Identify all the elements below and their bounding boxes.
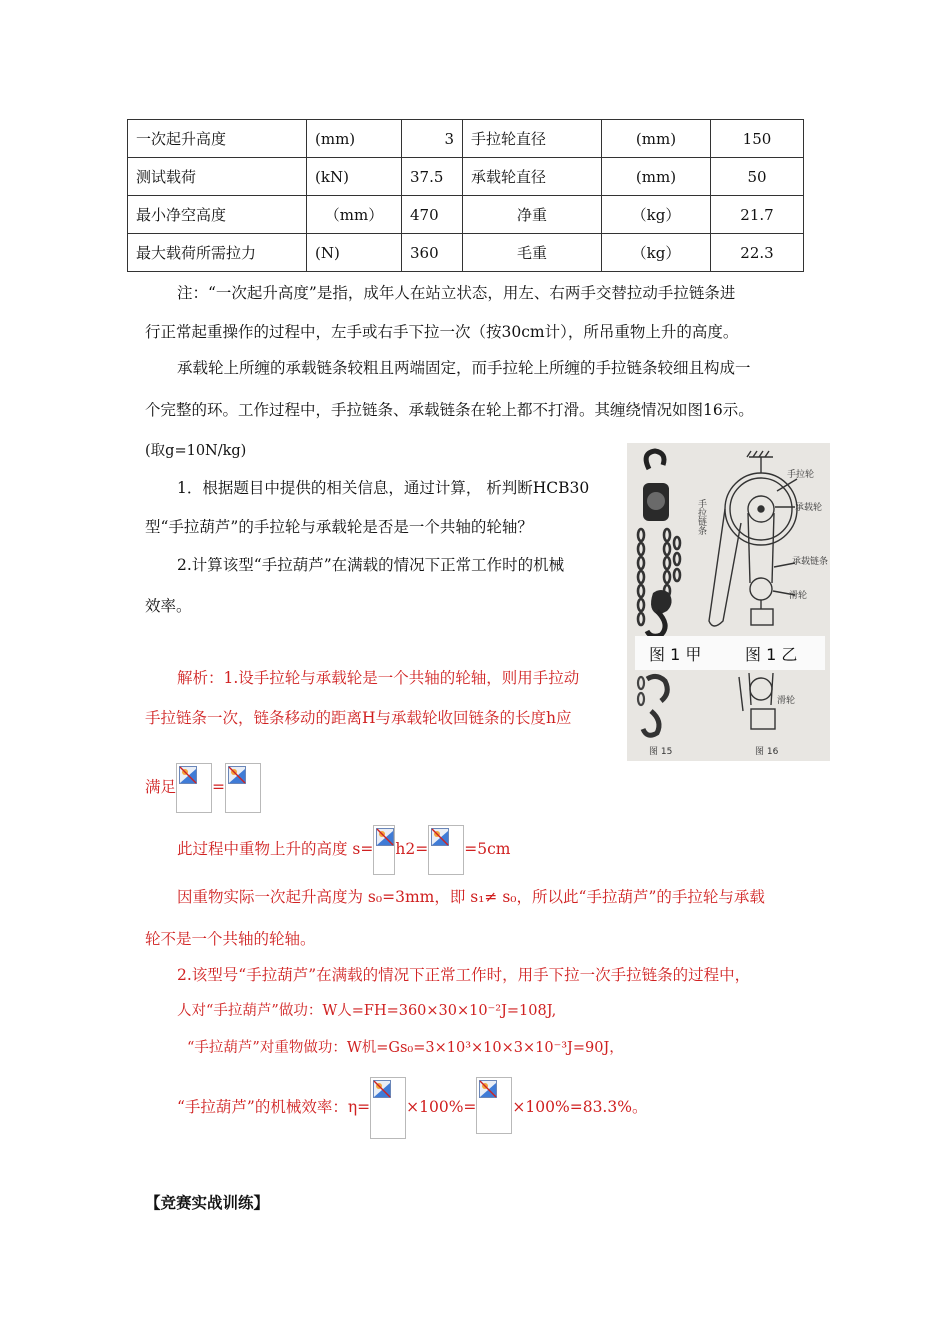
broken-image-icon (373, 1080, 391, 1098)
table-cell: 3 (402, 120, 463, 158)
paragraph-line-3: (取g=10N/kg) (145, 443, 247, 459)
table-cell: 测试载荷 (128, 158, 307, 196)
table-cell: (mm) (307, 120, 402, 158)
question-1-line-1: 1．根据题目中提供的相关信息，通过计算， 析判断HCB30 (177, 479, 590, 497)
solution-line-8: 人对“手拉葫芦”做功：W人=FH=360×30×10⁻²J=108J, (177, 1003, 557, 1019)
table-row (128, 120, 804, 158)
spec-table (127, 119, 804, 272)
solution-text: = (212, 778, 226, 796)
table-cell: (mm) (602, 158, 711, 196)
solution-line-3 (145, 763, 261, 813)
chain-hoist-photo (638, 451, 680, 735)
solution-line-6: 轮不是一个共轴的轮轴。 (145, 930, 316, 948)
formula-image-placeholder (476, 1077, 512, 1134)
diagram-label: 承载链条 (792, 557, 829, 567)
solution-text: 此过程中重物上升的高度 s= (177, 840, 374, 858)
table-cell: 手拉轮直径 (463, 120, 602, 158)
formula-image-placeholder (176, 763, 212, 813)
table-row (128, 196, 804, 234)
table-cell: 毛重 (463, 234, 602, 272)
question-2-line-1: 2.计算该型“手拉葫芦”在满载的情况下正常工作时的机械 (177, 556, 565, 574)
formula-image-placeholder (428, 825, 464, 875)
diagram-label: 承载轮 (795, 503, 823, 513)
section-heading: 【竞赛实战训练】 (145, 1193, 270, 1212)
broken-image-icon (479, 1080, 497, 1098)
figure-caption: 图 15 (649, 747, 673, 757)
formula-image-placeholder (370, 1077, 406, 1139)
table-cell: (mm) (602, 120, 711, 158)
solution-line-5: 因重物实际一次起升高度为 s₀=3mm，即 s₁≠ s₀，所以此“手拉葫芦”的手拉轮与承载 (177, 888, 765, 906)
paragraph-line-2: 个完整的环。工作过程中，手拉链条、承载链条在轮上都不打滑。其缠绕情况如图16示。 (145, 401, 754, 419)
solution-text: 满足 (145, 778, 177, 796)
note-line-2: 行正常起重操作的过程中，左手或右手下拉一次（按30cm计），所吊重物上升的高度。 (145, 323, 739, 341)
hoist-illustration (627, 443, 830, 761)
diagram-label: 手拉链条 (696, 499, 706, 535)
table-cell: （mm） (307, 196, 402, 234)
broken-image-icon (431, 828, 449, 846)
table-cell: (N) (307, 234, 402, 272)
note-line-1: 注：“一次起升高度”是指，成年人在站立状态，用左、右两手交替拉动手拉链条进 (177, 284, 736, 302)
table-row (128, 158, 804, 196)
table-cell: （kg） (602, 234, 711, 272)
table-cell: 最小净空高度 (128, 196, 307, 234)
solution-text: “手拉葫芦”的机械效率：η= (177, 1098, 371, 1116)
question-2-line-2: 效率。 (145, 597, 192, 615)
diagram-label: 滑轮 (777, 696, 796, 706)
figure-label-a: 图 1 甲 (649, 645, 702, 664)
figure-label-b: 图 1 乙 (745, 645, 798, 664)
pulley-diagram (709, 451, 797, 729)
figure-label-bar (635, 636, 825, 670)
hoist-figure (627, 443, 830, 761)
solution-text: h2= (395, 840, 429, 858)
solution-line-1: 解析：1.设手拉轮与承载轮是一个共轴的轮轴，则用手拉动 (177, 669, 580, 687)
solution-text: ×100%= (406, 1098, 477, 1116)
paragraph-line-1: 承载轮上所缠的承载链条较粗且两端固定，而手拉轮上所缠的手拉链条较细且构成一 (177, 359, 751, 377)
figure-caption: 图 16 (755, 747, 779, 757)
table-cell: 一次起升高度 (128, 120, 307, 158)
solution-line-9: “手拉葫芦”对重物做功：W机=Gs₀=3×10³×10×3×10⁻³J=90J， (187, 1040, 624, 1056)
solution-text: =5cm (464, 840, 511, 858)
table-cell: （kg） (602, 196, 711, 234)
table-cell: (kN) (307, 158, 402, 196)
table-cell: 承载轮直径 (463, 158, 602, 196)
broken-image-icon (376, 828, 394, 846)
diagram-label: 手拉轮 (787, 470, 815, 480)
table-cell: 37.5 (402, 158, 463, 196)
table-cell: 360 (402, 234, 463, 272)
solution-line-7: 2.该型号“手拉葫芦”在满载的情况下正常工作时，用手下拉一次手拉链条的过程中， (177, 966, 751, 984)
formula-image-placeholder (225, 763, 261, 813)
solution-text: ×100%=83.3%。 (512, 1098, 648, 1116)
table-cell: 最大载荷所需拉力 (128, 234, 307, 272)
broken-image-icon (179, 766, 197, 784)
solution-line-10 (177, 1077, 647, 1139)
table-cell: 22.3 (711, 234, 804, 272)
table-cell: 50 (711, 158, 804, 196)
solution-line-2: 手拉链条一次，链条移动的距离H与承载轮收回链条的长度h应 (145, 709, 572, 727)
solution-line-4 (177, 825, 510, 875)
question-1-line-2: 型“手拉葫芦”的手拉轮与承载轮是否是一个共轴的轮轴？ (145, 518, 533, 536)
diagram-label: 滑轮 (789, 591, 808, 601)
table-cell: 净重 (463, 196, 602, 234)
table-cell: 21.7 (711, 196, 804, 234)
formula-image-placeholder (373, 825, 395, 875)
table-cell: 150 (711, 120, 804, 158)
broken-image-icon (228, 766, 246, 784)
table-row (128, 234, 804, 272)
table-cell: 470 (402, 196, 463, 234)
